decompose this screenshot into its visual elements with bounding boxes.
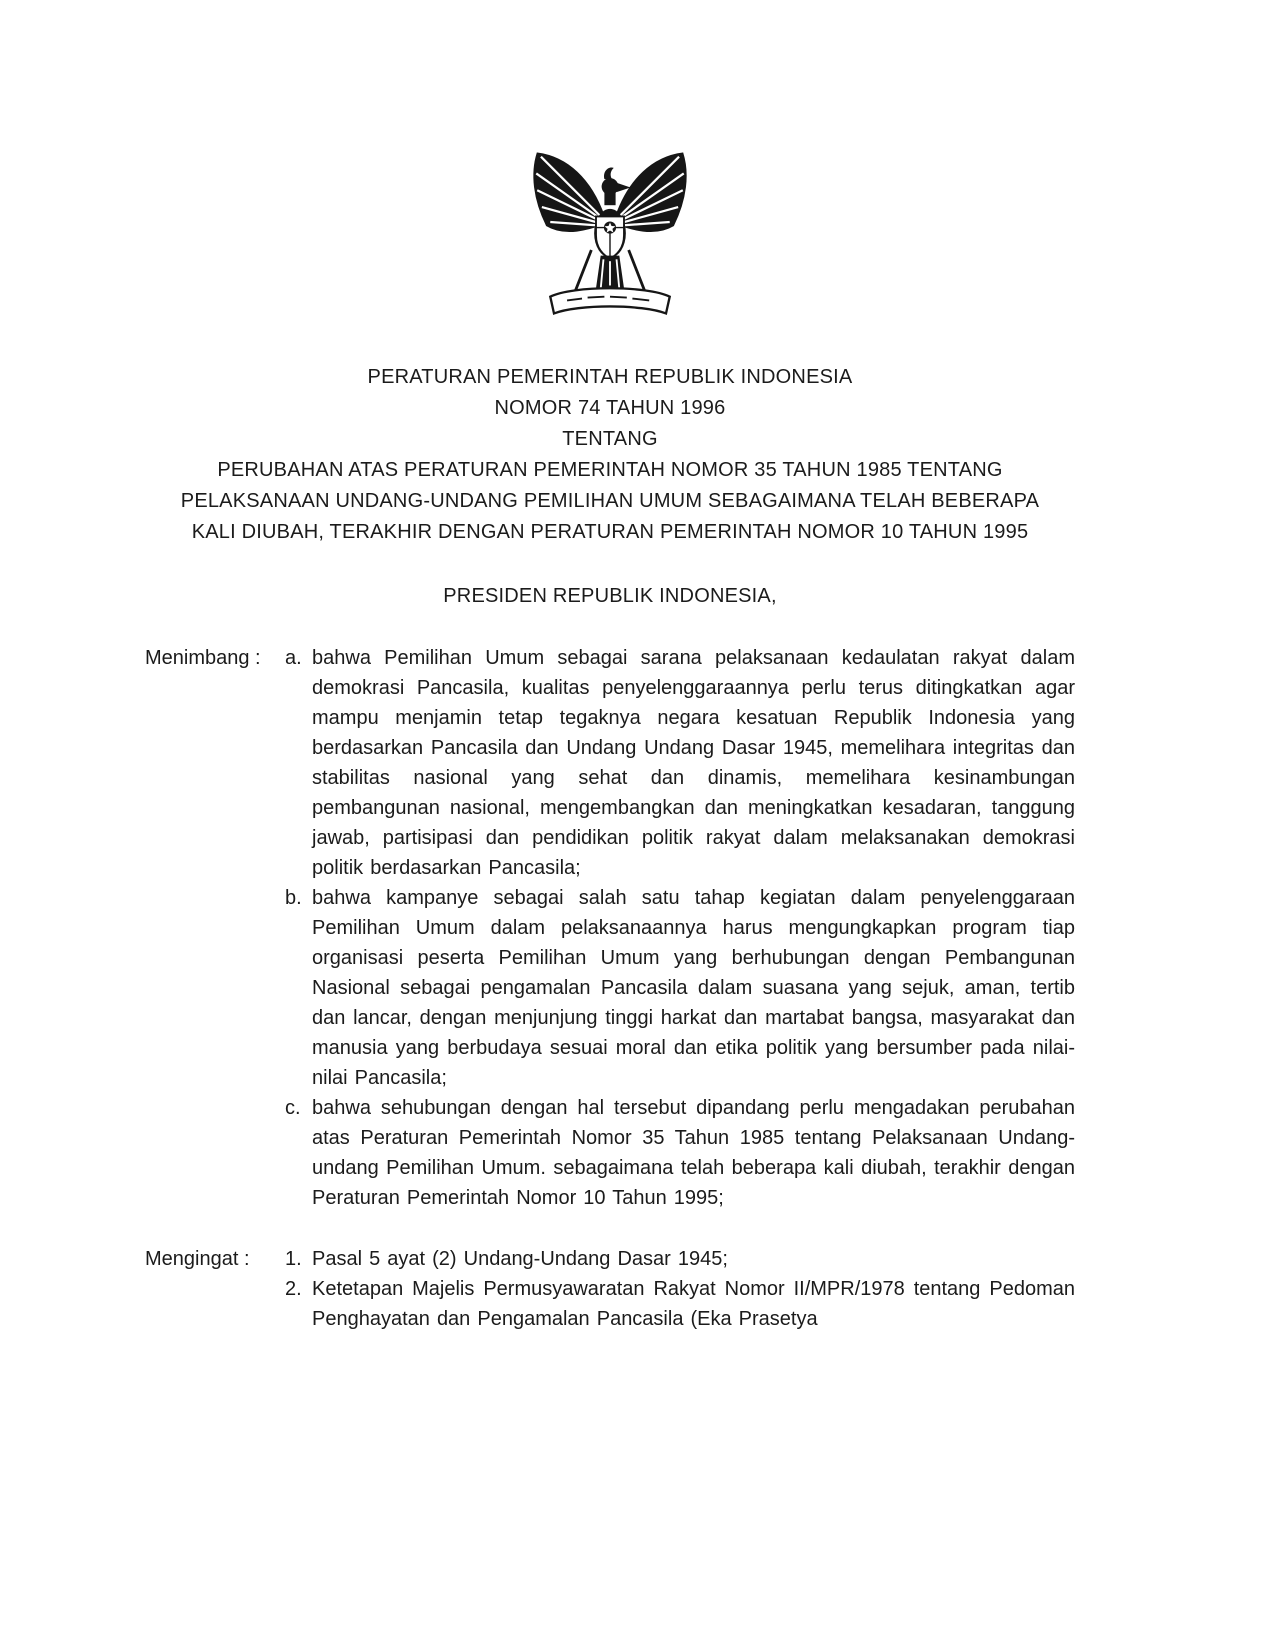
garuda-pancasila-emblem-icon: [526, 138, 694, 334]
menimbang-section: [145, 643, 1075, 1213]
regulation-subject-line-2: PELAKSANAAN UNDANG-UNDANG PEMILIHAN UMUM SEBAGAIMANA TELAH BEBERAPA: [180, 490, 1040, 512]
document-title-block: [145, 362, 1075, 548]
regulation-subject-line-1: PERUBAHAN ATAS PERATURAN PEMERINTAH NOMOR 35 TAHUN 1985 TENTANG: [217, 459, 1003, 481]
menimbang-item-b: [285, 883, 1075, 1093]
mengingat-item-2: [285, 1274, 1075, 1334]
regulation-number: NOMOR 74 TAHUN 1996: [494, 397, 726, 419]
mengingat-section: [145, 1244, 1075, 1334]
emblem-container: [145, 138, 1075, 340]
item-marker: b.: [285, 887, 302, 909]
item-text: bahwa sehubungan dengan hal tersebut dipandang perlu mengadakan perubahan atas Peraturan Pemerintah Nomor 35 Tahun 1985 tentang Pelaksanaan Undang-undang Pemilihan Umum. sebagaimana telah beberapa kali diubah, terakhir dengan Peraturan Pemerintah Nomor 10 Tahun 1995;: [312, 1097, 1075, 1209]
item-text: bahwa kampanye sebagai salah satu tahap kegiatan dalam penyelenggaraan Pemilihan Umum dalam pelaksanaannya harus mengungkapkan program tiap organisasi peserta Pemilihan Umum yang berhubungan dengan Pembangunan Nasional sebagai pengamalan Pancasila dalam suasana yang sejuk, aman, tertib dan lancar, dengan menjunjung tinggi harkat dan martabat bangsa, masyarakat dan manusia yang berbudaya sesuai moral dan etika politik yang bersumber pada nilai-nilai Pancasila;: [312, 887, 1075, 1089]
mengingat-label: Mengingat :: [145, 1248, 250, 1270]
mengingat-items: [285, 1244, 1075, 1334]
item-text: Pasal 5 ayat (2) Undang-Undang Dasar 1945;: [312, 1248, 728, 1270]
menimbang-label: Menimbang :: [145, 647, 261, 669]
item-marker: 2.: [285, 1278, 302, 1300]
menimbang-item-c: [285, 1093, 1075, 1213]
item-marker: 1.: [285, 1248, 302, 1270]
item-text: bahwa Pemilihan Umum sebagai sarana pelaksanaan kedaulatan rakyat dalam demokrasi Pancasila, kualitas penyelenggaraannya perlu terus ditingkatkan agar mampu menjamin tetap tegaknya negara kesatuan Republik Indonesia yang berdasarkan Pancasila dan Undang Undang Dasar 1945, memelihara integritas dan stabilitas nasional yang sehat dan dinamis, memelihara kesinambungan pembangunan nasional, mengembangkan dan meningkatkan kesadaran, tanggung jawab, partisipasi dan pendidikan politik rakyat dalam melaksanakan demokrasi politik berdasarkan Pancasila;: [312, 647, 1075, 879]
mengingat-item-1: [285, 1244, 1075, 1274]
item-text: Ketetapan Majelis Permusyawaratan Rakyat Nomor II/MPR/1978 tentang Pedoman Penghayatan dan Pengamalan Pancasila (Eka Prasetya: [312, 1278, 1075, 1330]
menimbang-item-a: [285, 643, 1075, 883]
regulation-title: PERATURAN PEMERINTAH REPUBLIK INDONESIA: [367, 366, 853, 388]
menimbang-items: [285, 643, 1075, 1213]
regulation-tentang: TENTANG: [562, 428, 658, 450]
issuer-line: PRESIDEN REPUBLIK INDONESIA,: [443, 585, 777, 607]
item-marker: a.: [285, 647, 302, 669]
regulation-subject-line-3: KALI DIUBAH, TERAKHIR DENGAN PERATURAN PEMERINTAH NOMOR 10 TAHUN 1995: [191, 521, 1029, 543]
item-marker: c.: [285, 1097, 301, 1119]
